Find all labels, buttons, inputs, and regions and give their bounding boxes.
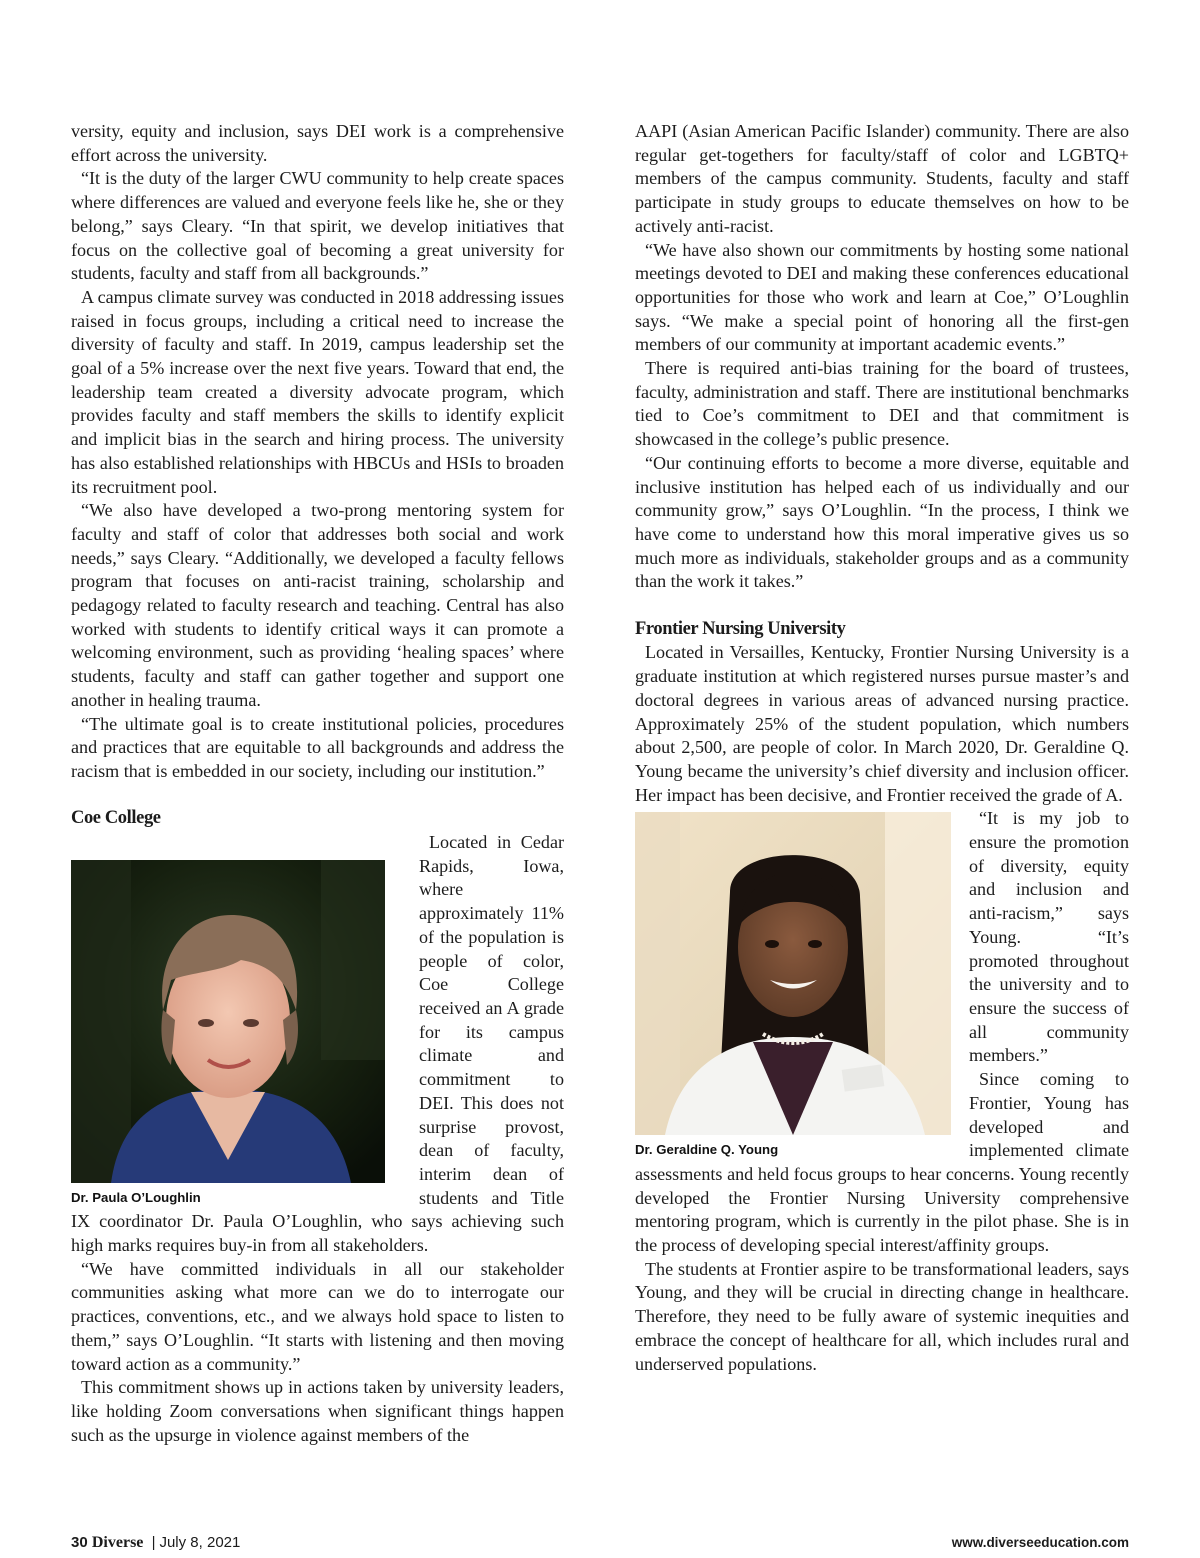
website-url: www.diverseeducation.com [951,1535,1129,1550]
coe-intro-paragraph: Located in Cedar Rapids, Iowa, where approximately 11% of the population is people of color, Coe College received an A grade for its campus climate and commitment to DEI. This does not surprise provost, dean of faculty, interim dean of students and Title IX coordinator Dr. Paula O’Loughlin, who says achieving such high marks requires buy-in from all stakeholders. [71,832,564,1256]
issue-date: July 8, 2021 [159,1534,241,1551]
article-paragraph: versity, equity and inclusion, says DEI work is a comprehensive effort across the university. [71,121,564,165]
article-paragraph: AAPI (Asian American Pacific Islander) community. There are also regular get-togethers for faculty/staff of color and LGBTQ+ members of the campus community. Students, faculty and staff participate in study groups to educate themselves on how to be actively anti-racist. [635,121,1129,236]
article-paragraph: “We have also shown our commitments by hosting some national meetings devoted to DEI and making these conferences educational opportunities for those who work and learn at Coe,” O’Loughlin says. “We make a special point of honoring all the first-gen members of our community at important academic events.” [635,239,1129,355]
photo-caption: Dr. Geraldine Q. Young [635,1142,779,1158]
coe-college-heading: Coe College [71,808,161,829]
photo-paula-oloughlin [71,860,395,1183]
frontier-quote-paragraph: “It is my job to ensure the promotion of diversity, equity and inclusion and anti-racism,” says Young. “It’s promoted throughout the university and to ensure the success of all community members.” [969,808,1129,1066]
page-footer-left [71,1534,240,1552]
photo-geraldine-young-figure [635,812,951,1158]
frontier-heading: Frontier Nursing University [635,618,846,639]
photo-geraldine-young [635,812,951,1135]
article-paragraph: “The ultimate goal is to create institutional policies, procedures and practices that are equitable to all backgrounds and address the racism that is embedded in our society, including our institution.” [71,713,564,781]
portrait-woman-white-coat-image [635,812,951,1135]
article-paragraph: A campus climate survey was conducted in 2018 addressing issues raised in focus groups, including a critical need to increase the diversity of faculty and staff. In 2019, campus leadership set the goal of a 5% increase over the next five years. Toward that end, the leadership team created a diversity advocate program, which provides faculty and staff members the skills to identify explicit and implicit bias in the search and hiring process. The university has also established relationships with HBCUs and HSIs to broaden its recruitment pool. [71,286,564,497]
frontier-intro-paragraph: Located in Versailles, Kentucky, Frontier Nursing University is a graduate institution at which registered nurses pursue master’s and doctoral degrees in various areas of advanced nursing practice. Approximately 25% of the student population, which numbers about 2,500, are people of color. In March 2020, Dr. Geraldine Q. Young became the university’s chief diversity and inclusion officer. Her impact has been decisive, and Frontier received the grade of A. [635,642,1129,805]
article-paragraph: “We also have developed a two-prong mentoring system for faculty and staff of color that addresses both social and work needs,” says Cleary. “Additionally, we developed a faculty fellows program that focuses on anti-racist training, scholarship and pedagogy related to faculty research and teaching. Central has also worked with students to identify critical ways it can promote a welcoming environment, such as providing ‘healing spaces’ where students, faculty and staff can gather together and support one another in healing trauma. [71,500,564,710]
right-column [635,120,1129,1500]
page-number: 30 [71,1534,88,1551]
frontier-students-paragraph: The students at Frontier aspire to be transformational leaders, says Young, and they will be crucial in directing change in healthcare. Therefore, they need to be fully aware of systemic inequities and embrace the concept of healthcare for all, which includes rural and underserved populations. [635,1258,1129,1374]
coe-actions-paragraph: This commitment shows up in actions taken by university leaders, like holding Zoom conversations when significant things happen such as the upsurge in violence against members of the [71,1377,564,1445]
article-paragraph: “It is the duty of the larger CWU community to help create spaces where differences are valued and everyone feels like he, she or they belong,” says Cleary. “In that spirit, we develop initiatives that focus on the collective goal of becoming a great university for students, faculty and staff from all backgrounds.” [71,168,564,284]
photo-paula-oloughlin-figure [71,860,395,1206]
frontier-since-paragraph: Since coming to Frontier, Young has developed and implemented climate assessments and held focus groups to hear concerns. Young recently developed the Frontier Nursing University comprehensive mentoring program, which is currently in the pilot phase. She is in the process of developing special interest/affinity groups. [635,1069,1129,1256]
coe-quote-paragraph: “We have committed individuals in all our stakeholder communities asking what more can we do to interrogate our practices, conventions, etc., and we always hold space to listen to them,” says O’Loughlin. “It starts with listening and then moving toward action as a community.” [71,1258,564,1374]
footer-separator: | [151,1534,156,1551]
left-column [71,120,564,1500]
portrait-woman-short-hair-image [71,860,385,1183]
photo-caption: Dr. Paula O’Loughlin [71,1190,201,1206]
article-paragraph: There is required anti-bias training for the board of trustees, faculty, administration and staff. There are institutional benchmarks tied to Coe’s commitment to DEI and that commitment is showcased in the college’s public presence. [635,358,1129,450]
article-paragraph: “Our continuing efforts to become a more diverse, equitable and inclusive institution has helped each of us individually and our community grow,” says O’Loughlin. “In the process, I think we have come to understand how this moral imperative gives us so much more as individuals, stakeholder groups and as a community than the work it takes.” [635,452,1129,592]
magazine-name: Diverse [91,1534,144,1551]
